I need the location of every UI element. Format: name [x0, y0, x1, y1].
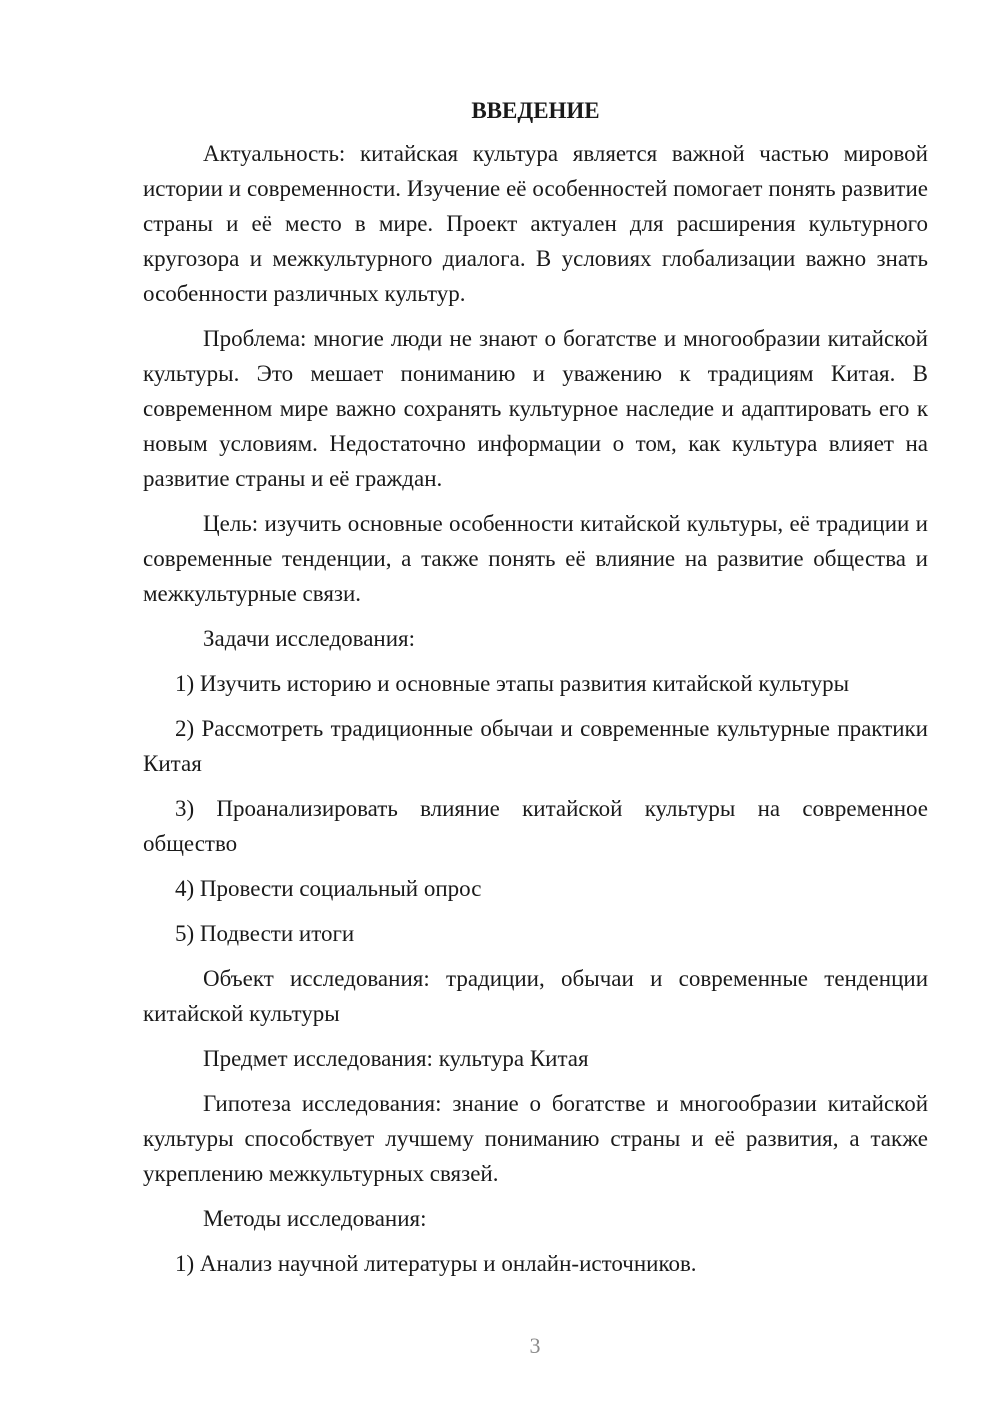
goal-paragraph: Цель: изучить основные особенности китайской культуры, её традиции и современные тенденции, а также понять её влияние на развитие общества и межкультурные связи.	[143, 511, 928, 606]
relevance-paragraph: Актуальность: китайская культура является важной частью мировой истории и современности. Изучение её особенностей помогает понять развитие страны и её место в мире. Проект актуален для расширения культурного кругозора и межкультурного диалога. В условиях глобализации важно знать особенности различных культур.	[143, 141, 928, 306]
tasks-label: Задачи исследования:	[203, 626, 416, 651]
object-paragraph: Объект исследования: традиции, обычаи и современные тенденции китайской культуры	[143, 966, 928, 1026]
page-content	[143, 96, 928, 1291]
task-item-5: 5) Подвести итоги	[175, 921, 355, 946]
method-item-1: 1) Анализ научной литературы и онлайн-источников.	[175, 1251, 697, 1276]
problem-paragraph: Проблема: многие люди не знают о богатстве и многообразии китайской культуры. Это мешает пониманию и уважению к традициям Китая. В современном мире важно сохранять культурное наследие и адаптировать его к новым условиям. Недостаточно информации о том, как культура влияет на развитие страны и её граждан.	[143, 326, 928, 491]
section-heading: ВВЕДЕНИЕ	[471, 98, 600, 123]
hypothesis-paragraph: Гипотеза исследования: знание о богатстве и многообразии китайской культуры способствует лучшему пониманию страны и её развития, а также укреплению межкультурных связей.	[143, 1091, 928, 1186]
task-item-1: 1) Изучить историю и основные этапы развития китайской культуры	[175, 671, 850, 696]
task-item-2: 2) Рассмотреть традиционные обычаи и современные культурные практики Китая	[143, 716, 928, 776]
page-number: 3	[529, 1333, 541, 1358]
task-item-3: 3) Проанализировать влияние китайской культуры на современное общество	[143, 796, 928, 856]
subject-paragraph: Предмет исследования: культура Китая	[203, 1046, 589, 1071]
task-item-4: 4) Провести социальный опрос	[175, 876, 482, 901]
methods-label: Методы исследования:	[203, 1206, 427, 1231]
